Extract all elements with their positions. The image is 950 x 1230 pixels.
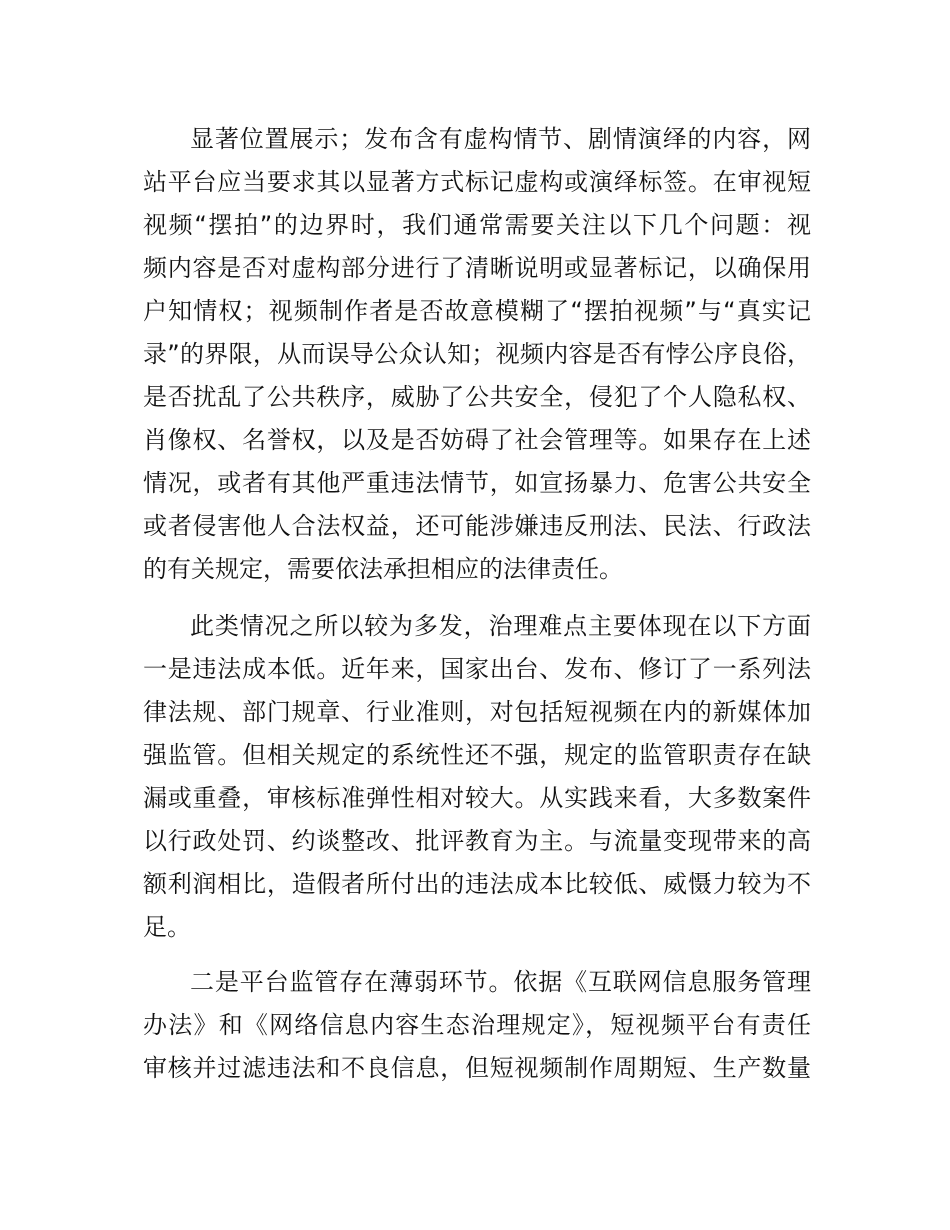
paragraph-1-line: 肖像权、名誉权，以及是否妨碍了社会管理等。如果存在上述 <box>143 426 811 454</box>
paragraph-1-line: 站平台应当要求其以显著方式标记虚构或演绎标签。在审视短 <box>143 168 811 196</box>
paragraph-1-line: 频内容是否对虚构部分进行了清晰说明或显著标记，以确保用 <box>143 254 811 282</box>
paragraph-2-line: 额利润相比，造假者所付出的违法成本比较低、威慑力较为不 <box>143 870 811 898</box>
paragraph-2-line: 以行政处罚、约谈整改、批评教育为主。与流量变现带来的高 <box>143 827 811 855</box>
paragraph-1-line: 的有关规定，需要依法承担相应的法律责任。 <box>143 555 623 583</box>
paragraph-2-line: 漏或重叠，审核标准弹性相对较大。从实践来看，大多数案件 <box>143 784 811 812</box>
paragraph-1-line: 显著位置展示；发布含有虚构情节、剧情演绎的内容，网 <box>190 125 811 153</box>
paragraph-1-line: 视频“摆拍”的边界时，我们通常需要关注以下几个问题：视 <box>143 211 811 239</box>
paragraph-2-line: 律法规、部门规章、行业准则，对包括短视频在内的新媒体加 <box>143 698 811 726</box>
paragraph-3-line: 办法》和《网络信息内容生态治理规定》，短视频平台有责任 <box>143 1011 811 1039</box>
paragraph-2-line: 此类情况之所以较为多发，治理难点主要体现在以下方面 <box>190 612 811 640</box>
paragraph-1-line: 户知情权；视频制作者是否故意模糊了“摆拍视频”与“真实记 <box>143 297 811 325</box>
paragraph-1-line: 录”的界限，从而误导公众认知；视频内容是否有悖公序良俗， <box>143 340 811 368</box>
paragraph-3-line: 二是平台监管存在薄弱环节。依据《互联网信息服务管理 <box>190 968 811 996</box>
paragraph-2-line: 足。 <box>143 913 191 941</box>
paragraph-2-line: 一是违法成本低。近年来，国家出台、发布、修订了一系列法 <box>143 655 811 683</box>
paragraph-1-line: 或者侵害他人合法权益，还可能涉嫌违反刑法、民法、行政法 <box>143 512 811 540</box>
paragraph-1-line: 情况，或者有其他严重违法情节，如宣扬暴力、危害公共安全 <box>143 469 811 497</box>
paragraph-2-line: 强监管。但相关规定的系统性还不强，规定的监管职责存在缺 <box>143 741 811 769</box>
paragraph-1-line: 是否扰乱了公共秩序，威胁了公共安全，侵犯了个人隐私权、 <box>143 383 811 411</box>
paragraph-3-line: 审核并过滤违法和不良信息，但短视频制作周期短、生产数量 <box>143 1054 811 1082</box>
